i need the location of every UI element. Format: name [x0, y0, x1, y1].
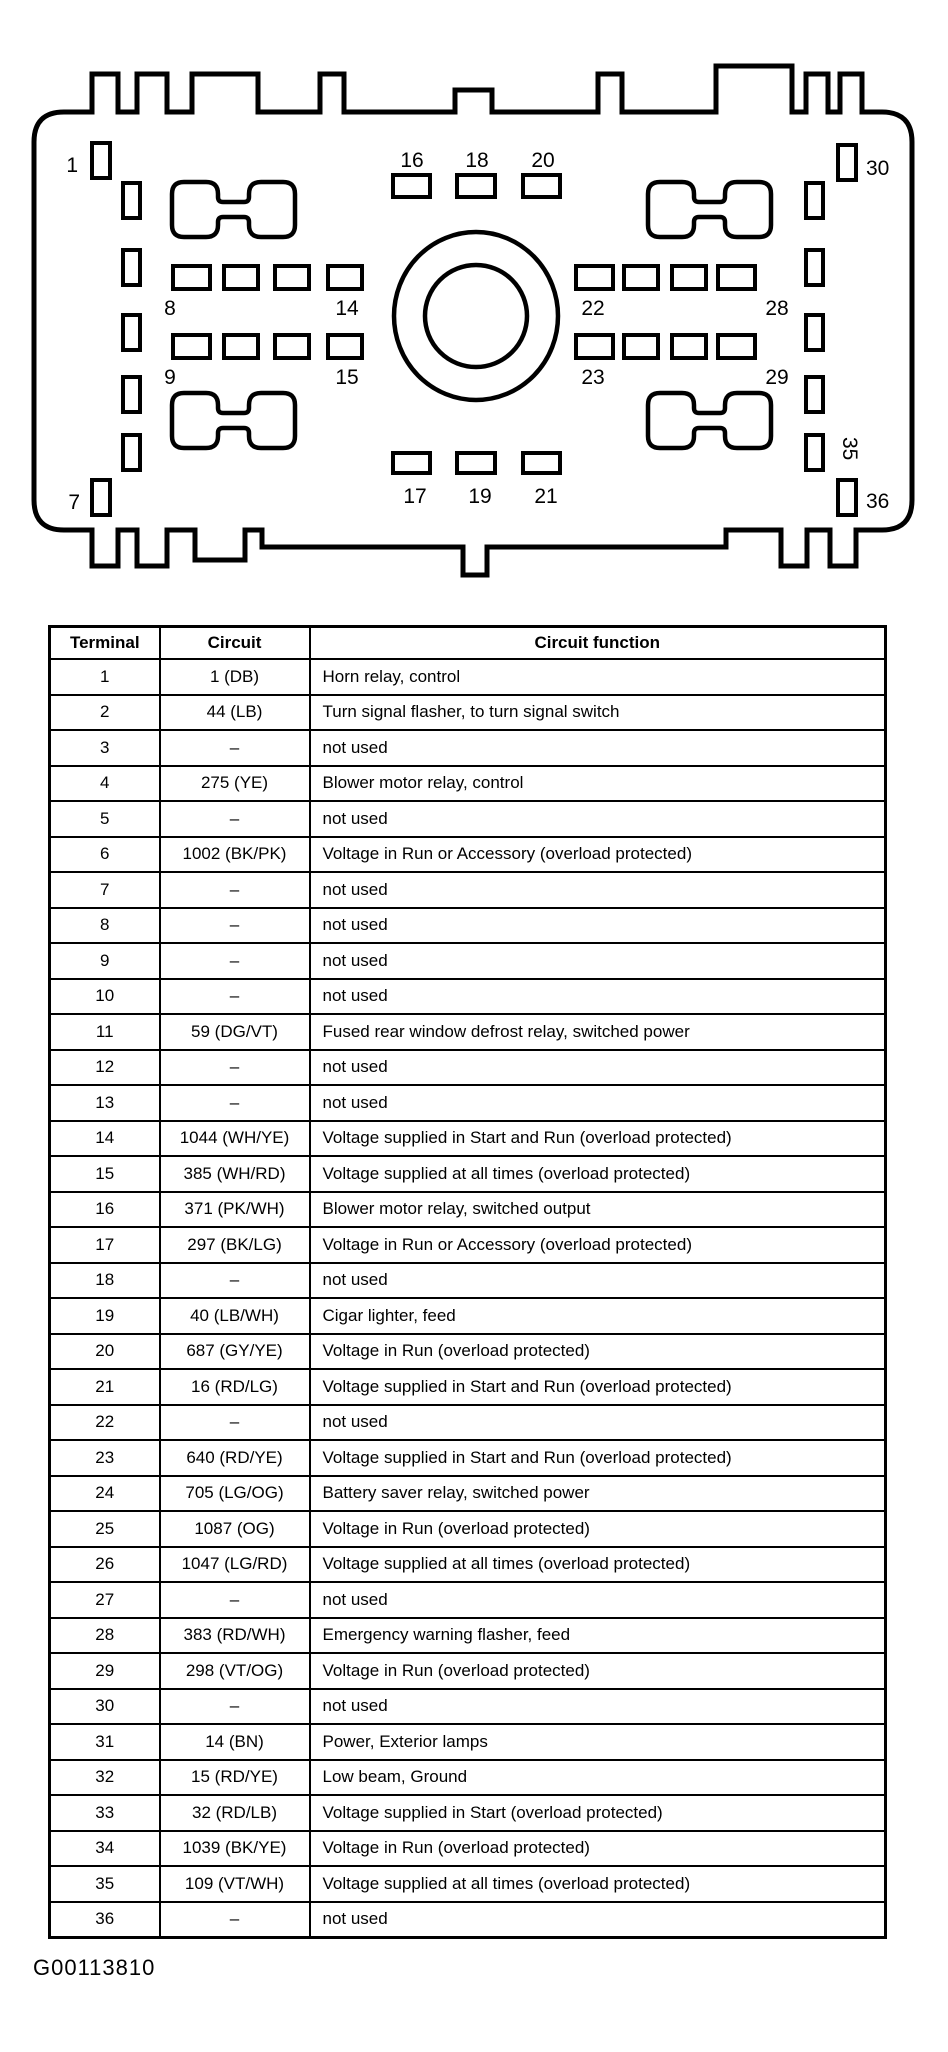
circuit-cell: 1002 (BK/PK) — [160, 837, 310, 873]
table-row — [50, 1192, 886, 1228]
table-row — [50, 1760, 886, 1796]
terminal-cell: 18 — [50, 1263, 160, 1299]
function-cell: not used — [310, 943, 886, 979]
table-row — [50, 1689, 886, 1725]
function-cell: Voltage supplied in Start (overload protected) — [310, 1795, 886, 1831]
fuse-slot — [576, 266, 613, 289]
terminal-cell: 34 — [50, 1831, 160, 1867]
terminal-cell: 9 — [50, 943, 160, 979]
fuse-slot — [523, 453, 560, 473]
pin-label-21: 21 — [534, 485, 558, 508]
circuit-cell: – — [160, 1902, 310, 1938]
table-row — [50, 837, 886, 873]
terminal-cell: 24 — [50, 1476, 160, 1512]
function-cell: Voltage in Run (overload protected) — [310, 1831, 886, 1867]
circuit-cell: 1 (DB) — [160, 659, 310, 695]
terminal-cell: 5 — [50, 801, 160, 837]
terminal-cell: 10 — [50, 979, 160, 1015]
terminal-cell: 26 — [50, 1547, 160, 1583]
terminal-cell: 30 — [50, 1689, 160, 1725]
circuit-cell: – — [160, 943, 310, 979]
fuse-slot — [718, 266, 755, 289]
function-cell: not used — [310, 1902, 886, 1938]
terminal-cell: 3 — [50, 730, 160, 766]
table-row — [50, 1050, 886, 1086]
function-cell: Voltage supplied at all times (overload protected) — [310, 1547, 886, 1583]
fuse-slot — [523, 175, 560, 197]
fuse-slot — [457, 453, 495, 473]
function-cell: Cigar lighter, feed — [310, 1298, 886, 1334]
terminal-cell: 2 — [50, 695, 160, 731]
function-cell: Horn relay, control — [310, 659, 886, 695]
table-row — [50, 801, 886, 837]
circuit-cell: 1039 (BK/YE) — [160, 1831, 310, 1867]
table-row — [50, 1866, 886, 1902]
terminal-slot-34 — [806, 377, 823, 412]
fuse-slot — [173, 335, 210, 358]
pin-label-29: 29 — [765, 366, 789, 389]
terminal-cell: 32 — [50, 1760, 160, 1796]
table-row — [50, 1440, 886, 1476]
pin-label-28: 28 — [765, 297, 789, 320]
fuse-slot — [275, 266, 309, 289]
terminal-slot-36 — [838, 480, 856, 515]
table-row — [50, 695, 886, 731]
header-circuit-function: Circuit function — [310, 627, 886, 660]
terminal-slot-1 — [92, 143, 110, 178]
circuit-cell: 1087 (OG) — [160, 1511, 310, 1547]
circuit-cell: – — [160, 1582, 310, 1618]
circuit-cell: 1047 (LG/RD) — [160, 1547, 310, 1583]
table-row — [50, 1795, 886, 1831]
header-circuit: Circuit — [160, 627, 310, 660]
terminal-cell: 16 — [50, 1192, 160, 1228]
fuse-slot — [457, 175, 495, 197]
circuit-cell: – — [160, 872, 310, 908]
table-row — [50, 1334, 886, 1370]
circuit-cell: – — [160, 979, 310, 1015]
fuse-slot — [393, 453, 430, 473]
terminal-cell: 28 — [50, 1618, 160, 1654]
center-circle-inner — [425, 265, 527, 367]
fuse-slot — [328, 335, 362, 358]
table-row — [50, 1511, 886, 1547]
pin-label-8: 8 — [164, 297, 176, 320]
circuit-cell: 14 (BN) — [160, 1724, 310, 1760]
terminal-slot-2 — [123, 183, 140, 218]
terminal-slot-4 — [123, 315, 140, 350]
table-row — [50, 730, 886, 766]
pin-label-30: 30 — [866, 157, 890, 180]
function-cell: not used — [310, 1405, 886, 1441]
table-row — [50, 1405, 886, 1441]
terminal-cell: 8 — [50, 908, 160, 944]
fuse-slot — [672, 335, 706, 358]
terminal-cell: 23 — [50, 1440, 160, 1476]
circuit-cell: 297 (BK/LG) — [160, 1227, 310, 1263]
function-cell: Voltage supplied in Start and Run (overload protected) — [310, 1121, 886, 1157]
function-cell: not used — [310, 730, 886, 766]
circuit-cell: 298 (VT/OG) — [160, 1653, 310, 1689]
function-cell: Blower motor relay, control — [310, 766, 886, 802]
table-row — [50, 1902, 886, 1938]
function-cell: Blower motor relay, switched output — [310, 1192, 886, 1228]
table-row — [50, 1618, 886, 1654]
function-cell: not used — [310, 1689, 886, 1725]
table-row — [50, 1724, 886, 1760]
function-cell: Voltage in Run or Accessory (overload protected) — [310, 1227, 886, 1263]
terminal-slot-7 — [92, 480, 110, 515]
circuit-cell: – — [160, 730, 310, 766]
table-row — [50, 872, 886, 908]
terminal-cell: 22 — [50, 1405, 160, 1441]
terminal-slot-3 — [123, 250, 140, 285]
circuit-cell: 385 (WH/RD) — [160, 1156, 310, 1192]
pin-label-1: 1 — [66, 154, 78, 177]
circuit-cell: 16 (RD/LG) — [160, 1369, 310, 1405]
function-cell: Battery saver relay, switched power — [310, 1476, 886, 1512]
function-cell: Voltage in Run (overload protected) — [310, 1334, 886, 1370]
terminal-slot-31 — [806, 183, 823, 218]
terminal-cell: 29 — [50, 1653, 160, 1689]
terminal-cell: 33 — [50, 1795, 160, 1831]
table-row — [50, 659, 886, 695]
table-row — [50, 1014, 886, 1050]
terminal-cell: 11 — [50, 1014, 160, 1050]
circuit-cell: – — [160, 908, 310, 944]
function-cell: Voltage supplied in Start and Run (overload protected) — [310, 1369, 886, 1405]
function-cell: Voltage supplied at all times (overload protected) — [310, 1866, 886, 1902]
terminal-slot-33 — [806, 315, 823, 350]
terminal-table-body — [50, 659, 886, 1938]
table-row — [50, 1582, 886, 1618]
fuse-slot — [328, 266, 362, 289]
table-row — [50, 1298, 886, 1334]
table-header-row — [50, 627, 886, 660]
terminal-cell: 25 — [50, 1511, 160, 1547]
figure-id-caption: G00113810 — [33, 1955, 156, 1980]
circuit-cell: 371 (PK/WH) — [160, 1192, 310, 1228]
fuse-slot — [224, 335, 258, 358]
pin-label-22: 22 — [581, 297, 605, 320]
circuit-cell: 109 (VT/WH) — [160, 1866, 310, 1902]
circuit-cell: – — [160, 1050, 310, 1086]
terminal-cell: 14 — [50, 1121, 160, 1157]
fuse-slot — [672, 266, 706, 289]
circuit-cell: – — [160, 1085, 310, 1121]
table-row — [50, 1156, 886, 1192]
circuit-cell: 687 (GY/YE) — [160, 1334, 310, 1370]
terminal-cell: 17 — [50, 1227, 160, 1263]
function-cell: Voltage supplied at all times (overload protected) — [310, 1156, 886, 1192]
terminal-table — [48, 625, 887, 1939]
function-cell: not used — [310, 1050, 886, 1086]
circuit-cell: – — [160, 1263, 310, 1299]
function-cell: not used — [310, 1263, 886, 1299]
table-row — [50, 1085, 886, 1121]
function-cell: not used — [310, 872, 886, 908]
pin-label-15: 15 — [335, 366, 359, 389]
circuit-cell: 640 (RD/YE) — [160, 1440, 310, 1476]
fuse-slot — [393, 175, 430, 197]
pin-label-9: 9 — [164, 366, 176, 389]
table-row — [50, 1547, 886, 1583]
function-cell: Emergency warning flasher, feed — [310, 1618, 886, 1654]
circuit-cell: – — [160, 801, 310, 837]
terminal-slot-30 — [838, 145, 856, 180]
terminal-cell: 4 — [50, 766, 160, 802]
function-cell: Low beam, Ground — [310, 1760, 886, 1796]
fuse-slot — [718, 335, 755, 358]
pin-label-18: 18 — [465, 149, 489, 172]
table-row — [50, 908, 886, 944]
terminal-slot-5 — [123, 377, 140, 412]
function-cell: not used — [310, 1085, 886, 1121]
terminal-slot-6 — [123, 435, 140, 470]
terminal-cell: 36 — [50, 1902, 160, 1938]
pin-label-36: 36 — [866, 490, 890, 513]
function-cell: Voltage supplied in Start and Run (overload protected) — [310, 1440, 886, 1476]
terminal-cell: 19 — [50, 1298, 160, 1334]
pin-label-17: 17 — [403, 485, 427, 508]
pin-label-16: 16 — [400, 149, 424, 172]
terminal-cell: 15 — [50, 1156, 160, 1192]
fuse-panel-diagram — [0, 0, 948, 600]
terminal-cell: 1 — [50, 659, 160, 695]
function-cell: Fused rear window defrost relay, switched power — [310, 1014, 886, 1050]
circuit-cell: – — [160, 1689, 310, 1725]
pin-label-35: 35 — [838, 437, 861, 461]
pin-label-19: 19 — [468, 485, 492, 508]
terminal-cell: 6 — [50, 837, 160, 873]
function-cell: not used — [310, 1582, 886, 1618]
pin-label-7: 7 — [68, 491, 80, 514]
circuit-cell: 1044 (WH/YE) — [160, 1121, 310, 1157]
table-row — [50, 1831, 886, 1867]
function-cell: not used — [310, 979, 886, 1015]
pin-label-23: 23 — [581, 366, 605, 389]
terminal-cell: 35 — [50, 1866, 160, 1902]
table-row — [50, 766, 886, 802]
fuse-slot — [275, 335, 309, 358]
fuse-slot — [576, 335, 613, 358]
function-cell: Voltage in Run (overload protected) — [310, 1653, 886, 1689]
function-cell: not used — [310, 801, 886, 837]
header-terminal: Terminal — [50, 627, 160, 660]
function-cell: Voltage in Run (overload protected) — [310, 1511, 886, 1547]
function-cell: Power, Exterior lamps — [310, 1724, 886, 1760]
table-row — [50, 1653, 886, 1689]
fuse-slot — [624, 335, 658, 358]
circuit-cell: 59 (DG/VT) — [160, 1014, 310, 1050]
pin-label-14: 14 — [335, 297, 359, 320]
function-cell: Voltage in Run or Accessory (overload protected) — [310, 837, 886, 873]
circuit-cell: 383 (RD/WH) — [160, 1618, 310, 1654]
circuit-cell: – — [160, 1405, 310, 1441]
terminal-cell: 7 — [50, 872, 160, 908]
table-row — [50, 943, 886, 979]
pin-label-20: 20 — [531, 149, 555, 172]
circuit-cell: 32 (RD/LB) — [160, 1795, 310, 1831]
circuit-cell: 40 (LB/WH) — [160, 1298, 310, 1334]
terminal-cell: 21 — [50, 1369, 160, 1405]
table-row — [50, 1476, 886, 1512]
table-row — [50, 1369, 886, 1405]
terminal-slot-32 — [806, 250, 823, 285]
table-row — [50, 1227, 886, 1263]
fuse-slot — [224, 266, 258, 289]
circuit-cell: 705 (LG/OG) — [160, 1476, 310, 1512]
terminal-cell: 27 — [50, 1582, 160, 1618]
circuit-cell: 15 (RD/YE) — [160, 1760, 310, 1796]
terminal-cell: 12 — [50, 1050, 160, 1086]
function-cell: not used — [310, 908, 886, 944]
terminal-cell: 20 — [50, 1334, 160, 1370]
table-row — [50, 979, 886, 1015]
terminal-cell: 31 — [50, 1724, 160, 1760]
table-row — [50, 1263, 886, 1299]
terminal-slot-35 — [806, 435, 823, 470]
fuse-slot — [624, 266, 658, 289]
fuse-slot — [173, 266, 210, 289]
table-row — [50, 1121, 886, 1157]
function-cell: Turn signal flasher, to turn signal switch — [310, 695, 886, 731]
circuit-cell: 44 (LB) — [160, 695, 310, 731]
circuit-cell: 275 (YE) — [160, 766, 310, 802]
terminal-cell: 13 — [50, 1085, 160, 1121]
